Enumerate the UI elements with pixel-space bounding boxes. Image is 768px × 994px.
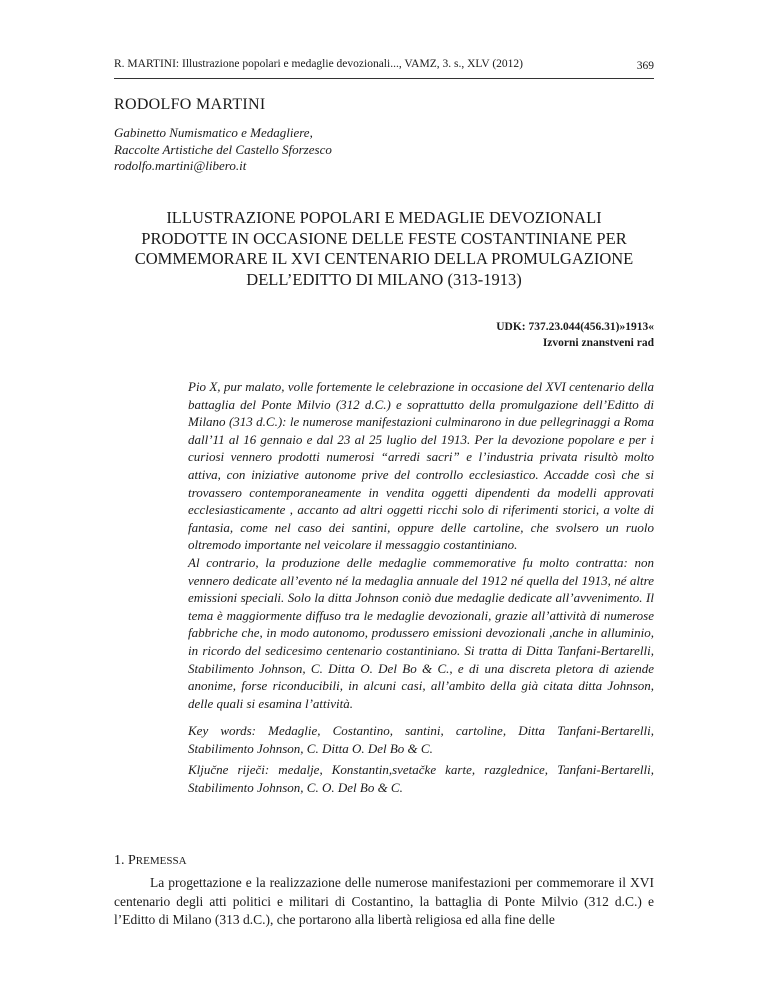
affiliation-line: Gabinetto Numismatico e Medagliere, [114,125,313,140]
page-number: 369 [636,60,654,72]
running-header [114,56,654,79]
section-name: REMESSA [135,855,187,867]
title-line: DELL’EDITTO DI MILANO (313-1913) [246,269,522,289]
abstract [188,378,654,801]
title-line: PRODOTTE IN OCCASIONE DELLE FESTE COSTANTINIANE PER [141,228,627,248]
section-heading [114,853,187,869]
section-number: 1. P [114,853,136,868]
title-line: COMMEMORARE IL XVI CENTENARIO DELLA PROMULGAZIONE [134,249,634,268]
article-type: Izvorni znanstveni rad [542,337,654,349]
key-words: Key words: Medaglie, Costantino, santini, cartoline, Ditta Tanfani-Bertarelli, Stabilimento Johnson, C. Ditta O. Del Bo & C. [188,723,654,756]
article-title [114,208,654,290]
classification-block [496,319,654,351]
kljucne-rijeci: Ključne riječi: medalje, Konstantin,svetačke karte, razglednice, Tanfani-Bertarelli, Stabilimento Johnson, C. O. Del Bo & C. [188,762,654,796]
author-email: rodolfo.martini@libero.it [114,158,247,173]
body-paragraph: La progettazione e la realizzazione delle numerose manifestazioni per commemorare il XVI centenario degli atti politici e militari di Costantino, la battaglia di Ponte Milvio (312 d.C.) e l’Editto di Milano (313 d.C.), che portarono alla libertà religiosa ed alla fine delle [114,875,654,927]
running-title: R. MARTINI: Illustrazione popolari e medaglie devozionali..., VAMZ, 3. s., XLV (2012) [114,58,523,70]
author-name: RODOLFO MARTINI [114,96,266,113]
abstract-paragraph: Pio X, pur malato, volle fortemente le celebrazione in occasione del XVI centenario della battaglia del Ponte Milvio (312 d.C.) e soprattutto della promulgazione dell’Editto di Milano (313 d.C.): le numerose manifestazioni culminarono in due pellegrinaggi a Roma dall’11 al 16 gennaio e dal 23 al 25 luglio del 1913. Per la devozione popolare e per i curiosi vennero prodotti numerosi “arredi sacri” e l’industria privata risultò molto attiva, con iniziative autonome prive del controllo ecclesiastico. Accadde così che si trovassero contemporaneamente in vendita oggetti dipendenti da modelli approvati ecclesiasticamente , accanto ad altri oggetti ricchi solo di riferimenti storici, a volte di fantasia, come nel caso dei santini, oppure delle cartoline, che svolsero un ruolo oltremodo importante nel veicolare il messaggio costantiniano. [188,379,654,553]
title-line: ILLUSTRAZIONE POPOLARI E MEDAGLIE DEVOZIONALI [166,208,602,227]
author-affiliation [114,125,332,175]
udk-code: UDK: 737.23.044(456.31)»1913« [496,321,654,333]
affiliation-line: Raccolte Artistiche del Castello Sforzesco [114,141,332,157]
abstract-paragraph: Al contrario, la produzione delle medaglie commemorative fu molto contratta: non vennero dedicate all’evento né la medaglia annuale del 1912 né quella del 1913, né altre emissioni speciali. Solo la ditta Johnson coniò due medaglie dedicate all’avvenimento. Il tema è maggiormente diffuso tra le medaglie devozionali, grazie all’attività di numerose fabbriche che, in modo autonomo, produssero emissioni devozionali ,anche in alluminio, in ricordo del sedicesimo centenario costantiniano. Si tratta di Ditta Tanfani-Bertarelli, Stabilimento Johnson, C. Ditta O. Del Bo & C., e di una discreta pletora di aziende anonime, forse riconducibili, in alcuni casi, all’ambito della già citata ditta Johnson, delle quali si esamina l’attività. [188,554,654,711]
